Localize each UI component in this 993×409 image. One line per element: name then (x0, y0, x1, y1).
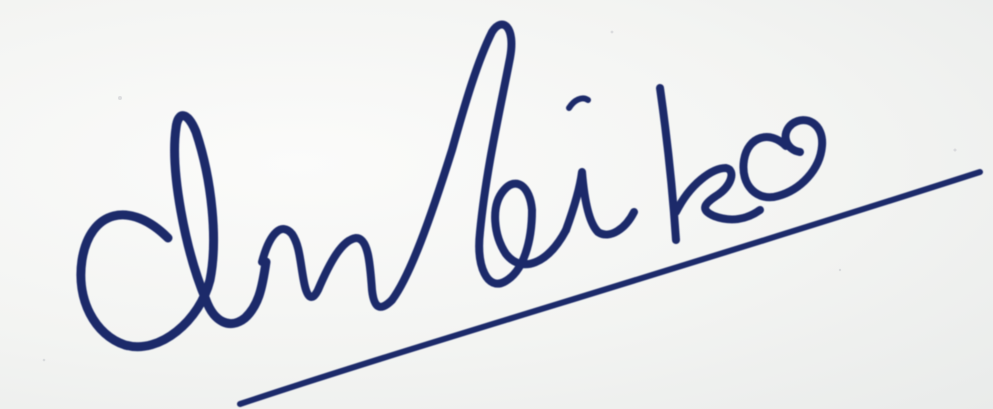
signature-stroke-A (81, 116, 266, 347)
signature-stroke-i (566, 172, 634, 235)
signature-stroke-h (392, 24, 566, 300)
signature-underline (240, 172, 980, 404)
signature-stroke-a (743, 120, 822, 197)
signature-stroke-n (262, 229, 392, 307)
signature-dot (569, 98, 588, 108)
